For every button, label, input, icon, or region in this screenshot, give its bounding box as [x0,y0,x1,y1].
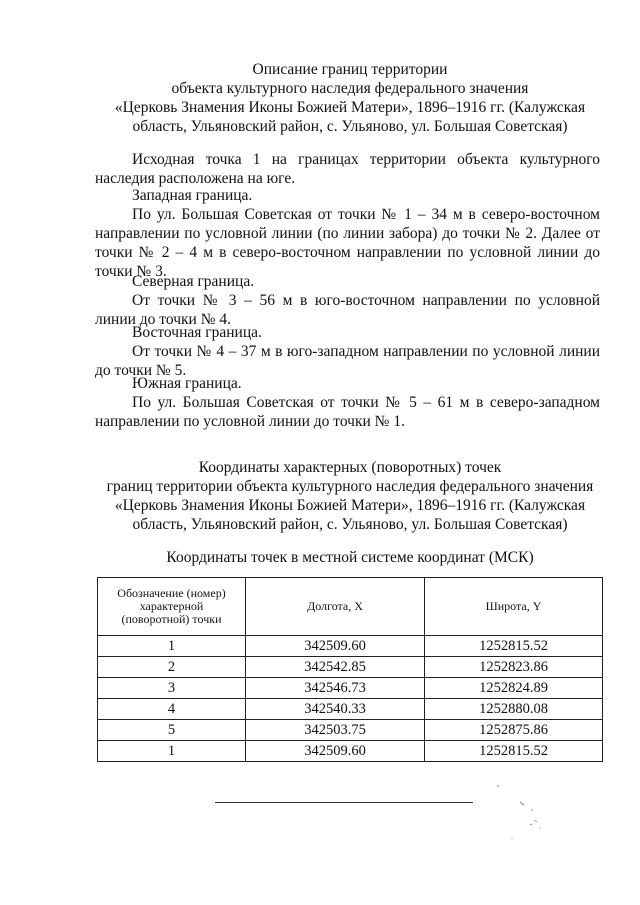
header-point-line: характерной [139,599,204,613]
signature-line [215,802,473,803]
cell-point: 4 [98,699,246,720]
doc-title-line-2: объекта культурного наследия федерального значения [171,80,529,97]
cell-x: 342509.60 [246,741,425,762]
header-point-line: (поворотной) точки [121,612,222,626]
table-row [98,741,603,762]
cell-x: 342542.85 [246,657,425,678]
cell-y: 1252823.86 [425,657,603,678]
cell-y: 1252875.86 [425,720,603,741]
header-longitude-x: Долгота, X [246,578,425,636]
coords-title-line-1: Координаты характерных (поворотных) точек [198,459,502,476]
table-header-row [98,578,603,636]
scan-marks [490,780,560,850]
cell-x: 342503.75 [246,720,425,741]
cell-y: 1252815.52 [425,741,603,762]
header-latitude-y: Широта, Y [425,578,603,636]
table-row [98,678,603,699]
cell-point: 3 [98,678,246,699]
cell-point: 1 [98,741,246,762]
cell-x: 342546.73 [246,678,425,699]
doc-title-line-3: «Церковь Знамения Иконы Божией Матери», 1896–1916 гг. (Калужская [114,99,586,116]
west-boundary-label: Западная граница. [132,187,253,204]
table-row [98,657,603,678]
coords-title-line-4: область, Ульяновский район, с. Ульяново, ул. Большая Советская) [132,516,568,533]
south-boundary-text: По ул. Большая Советская от точки № 5 – 61 м в северо-западном направлении по условной линии до точки № 1. [95,394,600,430]
north-boundary-label: Северная граница. [132,273,255,290]
coords-title-line-2: границ территории объекта культурного наследия федерального значения [106,478,594,495]
table-caption: Координаты точек в местной системе координат (МСК) [166,549,534,566]
north-boundary-text: От точки № 3 – 56 м в юго-восточном направлении по условной линии до точки № 4. [95,292,600,328]
start-point-paragraph: Исходная точка 1 на границах территории объекта культурного наследия расположена на юге. [95,151,600,187]
cell-y: 1252880.08 [425,699,603,720]
doc-title-line-4: область, Ульяновский район, с. Ульяново, ул. Большая Советская) [132,118,568,135]
south-boundary-label: Южная граница. [132,375,242,392]
east-boundary-text: От точки № 4 – 37 м в юго-западном направлении по условной линии до точки № 5. [95,343,600,379]
table-row [98,636,603,657]
coordinates-table [97,577,603,762]
table-row [98,699,603,720]
cell-point: 5 [98,720,246,741]
cell-y: 1252815.52 [425,636,603,657]
coords-title-line-3: «Церковь Знамения Иконы Божией Матери», 1896–1916 гг. (Калужская [114,497,586,514]
west-boundary-text: По ул. Большая Советская от точки № 1 – 34 м в северо-восточном направлении по условной линии (по линии забора) до точки № 2. Далее от точки № 2 – 4 м в северо-восточном направлении по условной линии до точки № 3. [95,206,600,280]
cell-y: 1252824.89 [425,678,603,699]
doc-title-line-1: Описание границ территории [252,61,448,78]
cell-x: 342540.33 [246,699,425,720]
cell-x: 342509.60 [246,636,425,657]
east-boundary-label: Восточная граница. [132,324,262,341]
cell-point: 2 [98,657,246,678]
cell-point: 1 [98,636,246,657]
header-point [98,578,246,636]
header-point-line: Обозначение (номер) [117,586,226,600]
table-row [98,720,603,741]
